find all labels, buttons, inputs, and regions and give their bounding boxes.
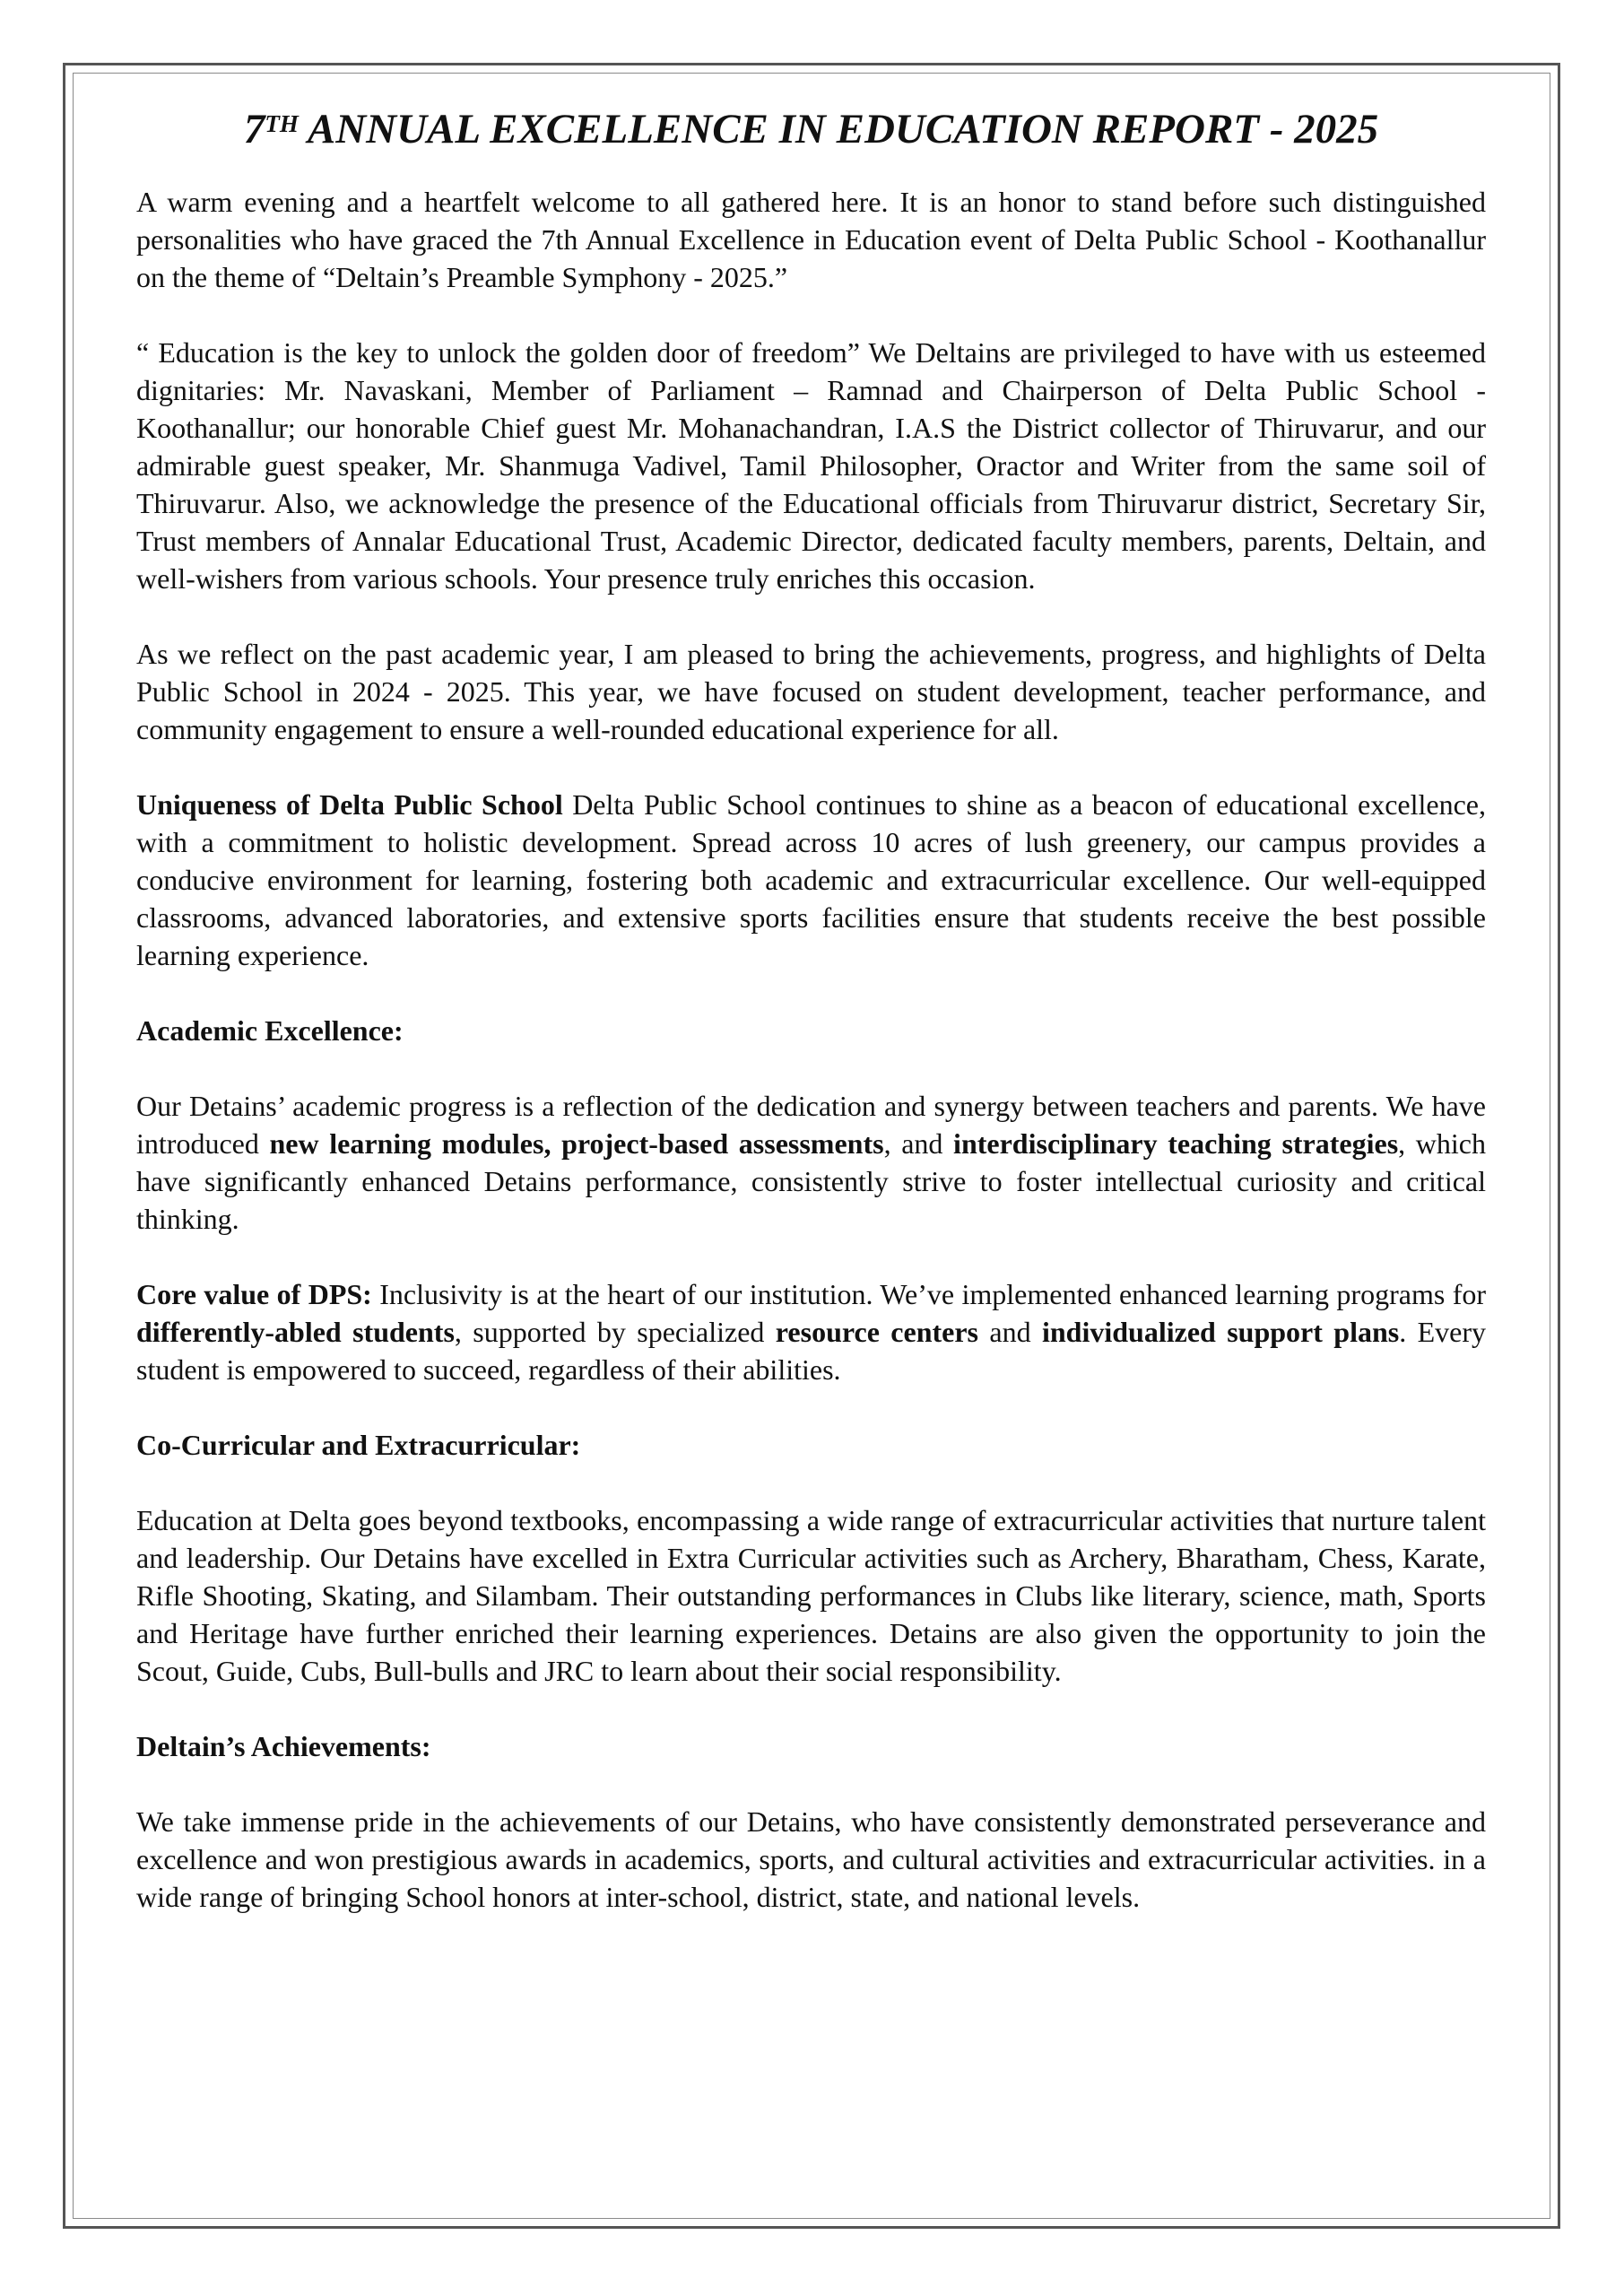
paragraph-academic — [136, 1087, 1486, 1238]
paragraph-core-value — [136, 1275, 1486, 1388]
academic-bold-1: new learning modules, project-based assessments — [269, 1127, 884, 1160]
uniqueness-label: Uniqueness of Delta Public School — [136, 788, 563, 821]
core-bold-4: individualized support plans — [1041, 1316, 1400, 1348]
academic-bold-2: interdisciplinary teaching strategies — [953, 1127, 1399, 1160]
core-bold-1: Core value of DPS: — [136, 1278, 372, 1310]
title-number: 7 — [243, 106, 265, 152]
core-text-1: Inclusivity is at the heart of our institution. We’ve implemented enhanced learning programs for — [371, 1278, 1487, 1310]
core-bold-3: resource centers — [775, 1316, 979, 1348]
title-superscript: TH — [265, 110, 299, 137]
core-text-2: , supported by specialized — [454, 1316, 776, 1348]
heading-achievements: Deltain’s Achievements: — [136, 1730, 431, 1762]
paragraph-dignitaries: “ Education is the key to unlock the golden door of freedom” We Deltains are privileged to have with us esteemed dignitaries: Mr. Navaskani, Member of Parliament – Ramnad and Chairperson of Delta Public School - Koothanallur; our honorable Chief guest Mr. Mohanachandran, I.A.S the District collector of Thiruvarur, and our admirable guest speaker, Mr. Shanmuga Vadivel, Tamil Philosopher, Oractor and Writer from the same soil of Thiruvarur. Also, we acknowledge the presence of the Educational officials from Thiruvarur district, Secretary Sir, Trust members of Annalar Educational Trust, Academic Director, dedicated faculty members, parents, Deltain, and well-wishers from various schools. Your presence truly enriches this occasion. — [136, 336, 1486, 595]
academic-text-3: , which have significantly enhanced Detains performance, consistently strive to foster intellectual curiosity and critical thinking. — [136, 1127, 1486, 1235]
paragraph-cocurricular: Education at Delta goes beyond textbooks, encompassing a wide range of extracurricular activities that nurture talent and leadership. Our Detains have excelled in Extra Curricular activities such as Archery, Bharatham, Chess, Karate, Rifle Shooting, Skating, and Silambam. Their outstanding performances in Clubs like literary, science, math, Sports and Heritage have further enriched their learning experiences. Detains are also given the opportunity to join the Scout, Guide, Cubs, Bull-bulls and JRC to learn about their social responsibility. — [136, 1504, 1486, 1687]
title-text: ANNUAL EXCELLENCE IN EDUCATION REPORT - 2025 — [298, 106, 1379, 152]
academic-text-1: Our Detains’ academic progress is a reflection of the dedication and synergy between teachers and parents. We have introduced — [136, 1090, 1486, 1160]
core-bold-2: differently-abled students — [136, 1316, 455, 1348]
paragraph-achievements: We take immense pride in the achievements of our Detains, who have consistently demonstrated perseverance and excellence and won prestigious awards in academics, sports, and cultural activities and extracurricular activities. in a wide range of bringing School honors at inter-school, district, state, and national levels. — [136, 1805, 1486, 1913]
heading-cocurricular: Co-Curricular and Extracurricular: — [136, 1429, 581, 1461]
report-title — [136, 100, 1486, 158]
paragraph-uniqueness — [136, 786, 1486, 974]
paragraph-welcome: A warm evening and a heartfelt welcome to all gathered here. It is an honor to stand before such distinguished personalities who have graced the 7th Annual Excellence in Education event of Delta Public School - Koothanallur on the theme of “Deltain’s Preamble Symphony - 2025.” — [136, 186, 1486, 293]
heading-academic-excellence: Academic Excellence: — [136, 1014, 404, 1047]
core-text-3: and — [978, 1316, 1042, 1348]
uniqueness-text: Delta Public School continues to shine as a beacon of educational excellence, with a commitment to holistic development. Spread across 10 acres of lush greenery, our campus provides a conducive environment for learning, fostering both academic and extracurricular excellence. Our well-equipped classrooms, advanced laboratories, and extensive sports facilities ensure that students receive the best possible learning experience. — [136, 788, 1487, 971]
paragraph-reflect: As we reflect on the past academic year, I am pleased to bring the achievements, progress, and highlights of Delta Public School in 2024 - 2025. This year, we have focused on student development, teacher performance, and community engagement to ensure a well-rounded educational experience for all. — [136, 638, 1486, 745]
report-body — [136, 100, 1486, 1953]
core-text-4: . Every student is empowered to succeed, regardless of their abilities. — [136, 1316, 1487, 1386]
academic-text-2: , and — [883, 1127, 954, 1160]
